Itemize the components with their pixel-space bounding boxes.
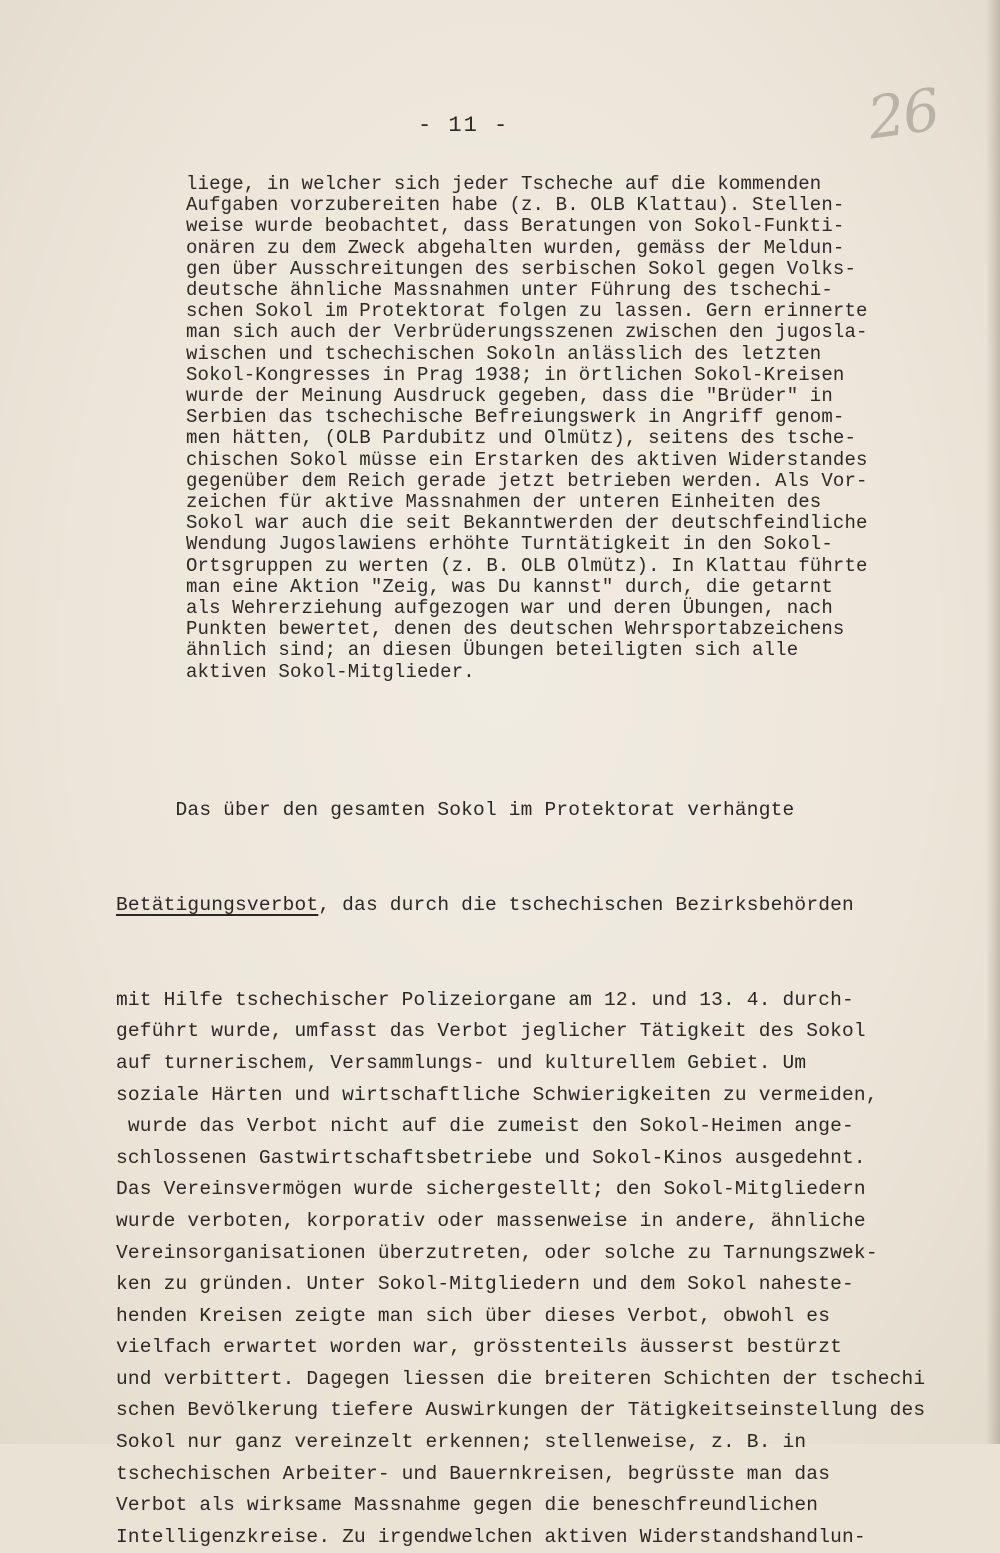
page-number: - 11 -	[418, 113, 510, 138]
paragraph-2-line: henden Kreisen zeigte man sich über dieses Verbot, obwohl es	[116, 1304, 831, 1327]
paragraph-1	[186, 174, 946, 683]
paragraph-1-line: Aufgaben vorzubereiten habe (z. B. OLB Klattau). Stellen-	[186, 194, 845, 217]
paragraph-2-line: und verbittert. Dagegen liessen die breiteren Schichten der tschechi	[116, 1367, 926, 1390]
paragraph-2-line: mit Hilfe tschechischer Polizeiorgane am 12. und 13. 4. durch-	[116, 988, 854, 1011]
paragraph-1-line: zeichen für aktive Massnahmen der unteren Einheiten des	[186, 491, 822, 514]
paragraph-2-line: tschechischen Arbeiter- und Bauernkreisen, begrüsste man das	[116, 1462, 831, 1485]
paragraph-1-line: onären zu dem Zweck abgehalten wurden, gemäss der Meldun-	[186, 236, 845, 259]
paragraph-2-line: Sokol nur ganz vereinzelt erkennen; stellenweise, z. B. in	[116, 1431, 807, 1454]
paragraph-2-line: soziale Härten und wirtschaftliche Schwierigkeiten zu vermeiden,	[116, 1083, 878, 1106]
paragraph-1-line: Sokol-Kongresses in Prag 1938; in örtlichen Sokol-Kreisen	[186, 363, 845, 386]
paragraph-1-line: wischen und tschechischen Sokoln anlässlich des letzten	[186, 342, 822, 365]
paragraph-2	[116, 732, 976, 1553]
handwritten-folio-number: 26	[863, 75, 943, 153]
paragraph-1-line: gen über Ausschreitungen des serbischen Sokol gegen Volks-	[186, 257, 857, 280]
paragraph-2-line: Das über den gesamten Sokol im Protektorat verhängte	[116, 799, 795, 822]
paragraph-1-line: weise wurde beobachtet, dass Beratungen von Sokol-Funkti-	[186, 215, 845, 238]
paragraph-1-line: gegenüber dem Reich gerade jetzt betrieben werden. Als Vor-	[186, 469, 868, 492]
paragraph-1-line: Punkten bewertet, denen des deutschen Wehrsportabzeichens	[186, 618, 845, 641]
paragraph-2-line	[116, 890, 976, 922]
page-edge-shadow	[986, 0, 1000, 1444]
underlined-term: Betätigungsverbot	[116, 893, 319, 916]
paragraph-1-line: men hätten, (OLB Pardubitz und Olmütz), seitens des tsche-	[186, 427, 857, 450]
paragraph-1-line: aktiven Sokol-Mitglieder.	[186, 660, 475, 683]
paragraph-2-line: auf turnerischem, Versammlungs- und kulturellem Gebiet. Um	[116, 1051, 807, 1074]
paragraph-2-line: schen Bevölkerung tiefere Auswirkungen der Tätigkeitseinstellung des	[116, 1399, 926, 1422]
paragraph-2-line: ken zu gründen. Unter Sokol-Mitgliedern und dem Sokol naheste-	[116, 1273, 854, 1296]
paragraph-2-line: Verbot als wirksame Massnahme gegen die beneschfreundlichen	[116, 1494, 819, 1517]
paragraph-2-line: Intelligenzkreise. Zu irgendwelchen aktiven Widerstandshandlun-	[116, 1525, 866, 1548]
paragraph-1-line: liege, in welcher sich jeder Tscheche auf die kommenden	[186, 173, 822, 195]
paragraph-2-line: Vereinsorganisationen überzutreten, oder solche zu Tarnungszwek-	[116, 1241, 878, 1264]
paragraph-1-line: chischen Sokol müsse ein Erstarken des aktiven Widerstandes	[186, 448, 868, 471]
paragraph-1-line: wurde der Meinung Ausdruck gegeben, dass die "Brüder" in	[186, 385, 833, 408]
paragraph-1-line: Serbien das tschechische Befreiungswerk in Angriff genom-	[186, 406, 845, 429]
paragraph-1-line: als Wehrerziehung aufgezogen war und deren Übungen, nach	[186, 597, 833, 620]
paragraph-2-line-rest: , das durch die tschechischen Bezirksbehörden	[318, 893, 854, 916]
paragraph-1-line: schen Sokol im Protektorat folgen zu lassen. Gern erinnerte	[186, 300, 868, 323]
paragraph-1-line: ähnlich sind; an diesen Übungen beteiligten sich alle	[186, 639, 799, 662]
paragraph-2-line: wurde das Verbot nicht auf die zumeist den Sokol-Heimen ange-	[116, 1115, 854, 1138]
paragraph-2-line: vielfach erwartet worden war, grösstenteils äusserst bestürzt	[116, 1336, 843, 1359]
paragraph-1-line: Wendung Jugoslawiens erhöhte Turntätigkeit in den Sokol-	[186, 533, 833, 556]
paragraph-1-line: man sich auch der Verbrüderungsszenen zwischen den jugosla-	[186, 321, 868, 344]
paragraph-1-line: deutsche ähnliche Massnahmen unter Führung des tschechi-	[186, 279, 833, 302]
paragraph-1-line: Sokol war auch die seit Bekanntwerden der deutschfeindliche	[186, 512, 868, 535]
paragraph-1-line: Ortsgruppen zu werten (z. B. OLB Olmütz). In Klattau führte	[186, 554, 868, 577]
paragraph-2-line: Das Vereinsvermögen wurde sichergestellt; den Sokol-Mitgliedern	[116, 1178, 866, 1201]
paragraph-1-line: man eine Aktion "Zeig, was Du kannst" durch, die getarnt	[186, 575, 833, 598]
paragraph-2-line: wurde verboten, korporativ oder massenweise in andere, ähnliche	[116, 1209, 866, 1232]
paragraph-2-line: geführt wurde, umfasst das Verbot jeglicher Tätigkeit des Sokol	[116, 1020, 866, 1043]
paragraph-2-line: schlossenen Gastwirtschaftsbetriebe und Sokol-Kinos ausgedehnt.	[116, 1146, 866, 1169]
